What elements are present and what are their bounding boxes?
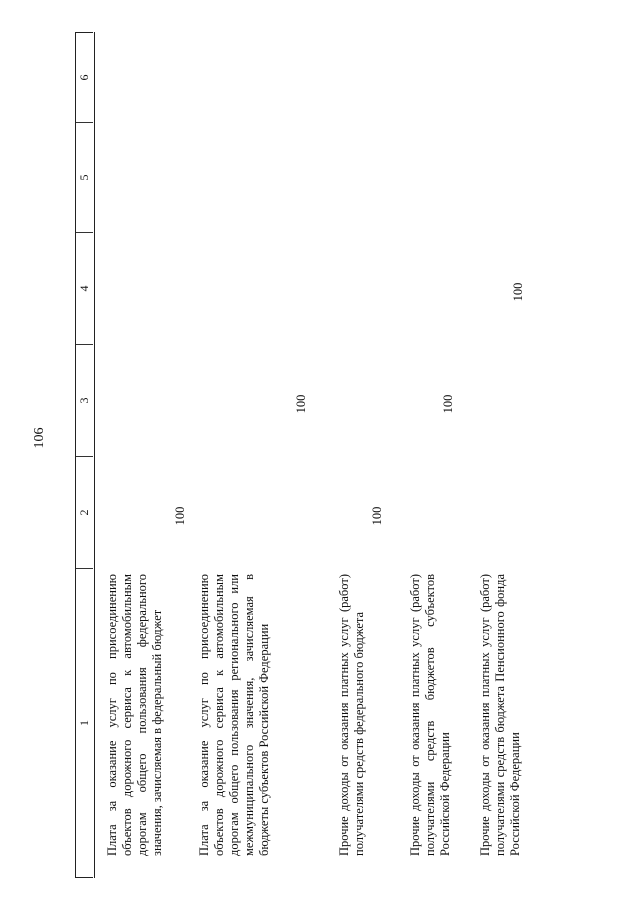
row-value-col2: 100 [370, 506, 384, 526]
row-value-col3: 100 [441, 394, 455, 414]
column-header-3: 3 [76, 344, 93, 456]
row-value-col4: 100 [511, 282, 525, 302]
row-value-col2: 100 [173, 506, 187, 526]
row-description: Прочие доходы от оказания платных услуг (работ) получателями средств бюджета Пенсионного фонда Российской Федерации [478, 574, 522, 856]
row-description: Прочие доходы от оказания платных услуг (работ) получателями средств федерального бюджета [337, 574, 366, 856]
row-description: Плата за оказание услуг по присоединению объектов дорожного сервиса к автомобильным дорогам общего пользования федерального значения, зачисляемая в федеральный бюджет [105, 574, 164, 856]
row-description: Прочие доходы от оказания платных услуг (работ) получателями средств бюджетов субъектов Российской Федерации [408, 574, 452, 856]
column-header-2: 2 [76, 456, 93, 568]
column-header-1: 1 [76, 568, 93, 878]
table-body [75, 32, 525, 878]
row-description: Плата за оказание услуг по присоединению объектов дорожного сервиса к автомобильным дорогам общего пользования регионального или межмуниципального значения, зачисляемая в бюджеты субъектов Российской Федерации [197, 574, 271, 856]
column-header-6: 6 [76, 32, 93, 122]
row-value-col3: 100 [294, 394, 308, 414]
page-number: 106 [32, 427, 47, 449]
column-header-5: 5 [76, 122, 93, 232]
column-header-4: 4 [76, 232, 93, 344]
